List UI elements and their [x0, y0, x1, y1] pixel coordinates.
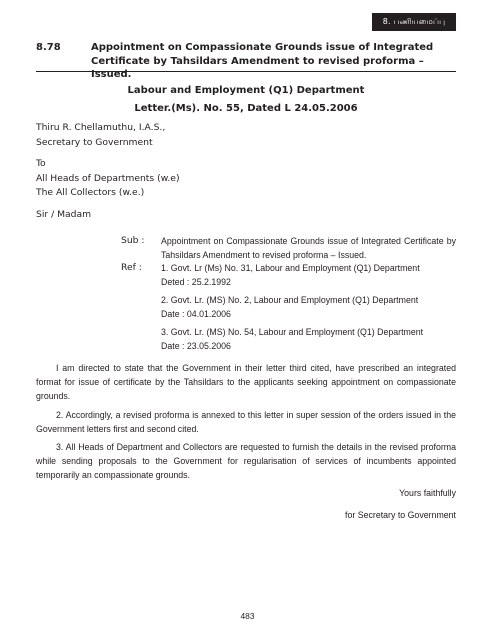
salutation: Sir / Madam [36, 209, 92, 220]
paragraph-3-text: 3. All Heads of Department and Collectors are requested to furnish the details in the revised proforma while sending proposals to the Government for regularisation of services of incumbents appointed temporarily an compassionate grounds. [36, 442, 456, 480]
closing-yours-faithfully: Yours faithfully [399, 488, 456, 498]
sub-label: Sub : [121, 235, 145, 246]
ref-item-2-line-2: Date : 04.01.2006 [161, 308, 231, 319]
recipient-line-1: All Heads of Departments (w.e) [36, 172, 180, 184]
paragraph-1-text: I am directed to state that the Government in their letter third cited, have prescribed an integrated format for issue of certificate by the Tahsildars to the applicants seeking appointment on compassionate grounds. [36, 363, 456, 401]
sender-designation: Secretary to Government [36, 136, 153, 148]
paragraph-2 [36, 408, 456, 436]
sender-block [36, 121, 165, 150]
recipient-block [36, 157, 180, 201]
paragraph-3 [36, 440, 456, 482]
department-block [36, 82, 456, 118]
ref-item-3 [161, 326, 456, 353]
ref-item-3-line-2: Date : 23.05.2006 [161, 340, 231, 351]
sender-name: Thiru R. Chellamuthu, I.A.S., [36, 122, 166, 133]
department-name: Labour and Employment (Q1) Department [127, 85, 365, 96]
ref-label: Ref : [121, 262, 142, 273]
ref-item-1-line-1: 1. Govt. Lr (Ms) No. 31, Labour and Employment (Q1) Department [161, 263, 420, 273]
page-number: 483 [240, 611, 255, 621]
ref-item-1-line-2: Deted : 25.2.1992 [161, 276, 231, 287]
ref-item-2-line-1: 2. Govt. Lr. (MS) No. 2, Labour and Employment (Q1) Department [161, 295, 419, 305]
order-number: 8.78 [36, 42, 61, 53]
paragraph-2-text: 2. Accordingly, a revised proforma is annexed to this letter in super session of the orders issued in the Government letters first and second cited. [36, 410, 456, 434]
paragraph-1 [36, 361, 456, 403]
ref-item-1 [161, 262, 456, 289]
ref-item-2 [161, 294, 456, 321]
recipient-label: To [36, 158, 46, 169]
sub-text: Appointment on Compassionate Grounds issue of Integrated Certificate by Tahsildars Amendment to revised proforma – Issued. [161, 236, 456, 260]
recipient-line-2: The All Collectors (w.e.) [36, 187, 145, 198]
closing-signatory: for Secretary to Government [345, 510, 456, 520]
ref-item-3-line-1: 3. Govt. Lr. (MS) No. 54, Labour and Employment (Q1) Department [161, 327, 424, 337]
letter-reference: Letter.(Ms). No. 55, Dated L 24.05.2006 [134, 103, 358, 114]
section-tag: 8. பணியமைப்பு [372, 13, 456, 31]
order-title: Appointment on Compassionate Grounds issue of Integrated Certificate by Tahsildars Amendment to revised proforma – Issued. [91, 42, 434, 80]
heading-divider [36, 71, 456, 72]
